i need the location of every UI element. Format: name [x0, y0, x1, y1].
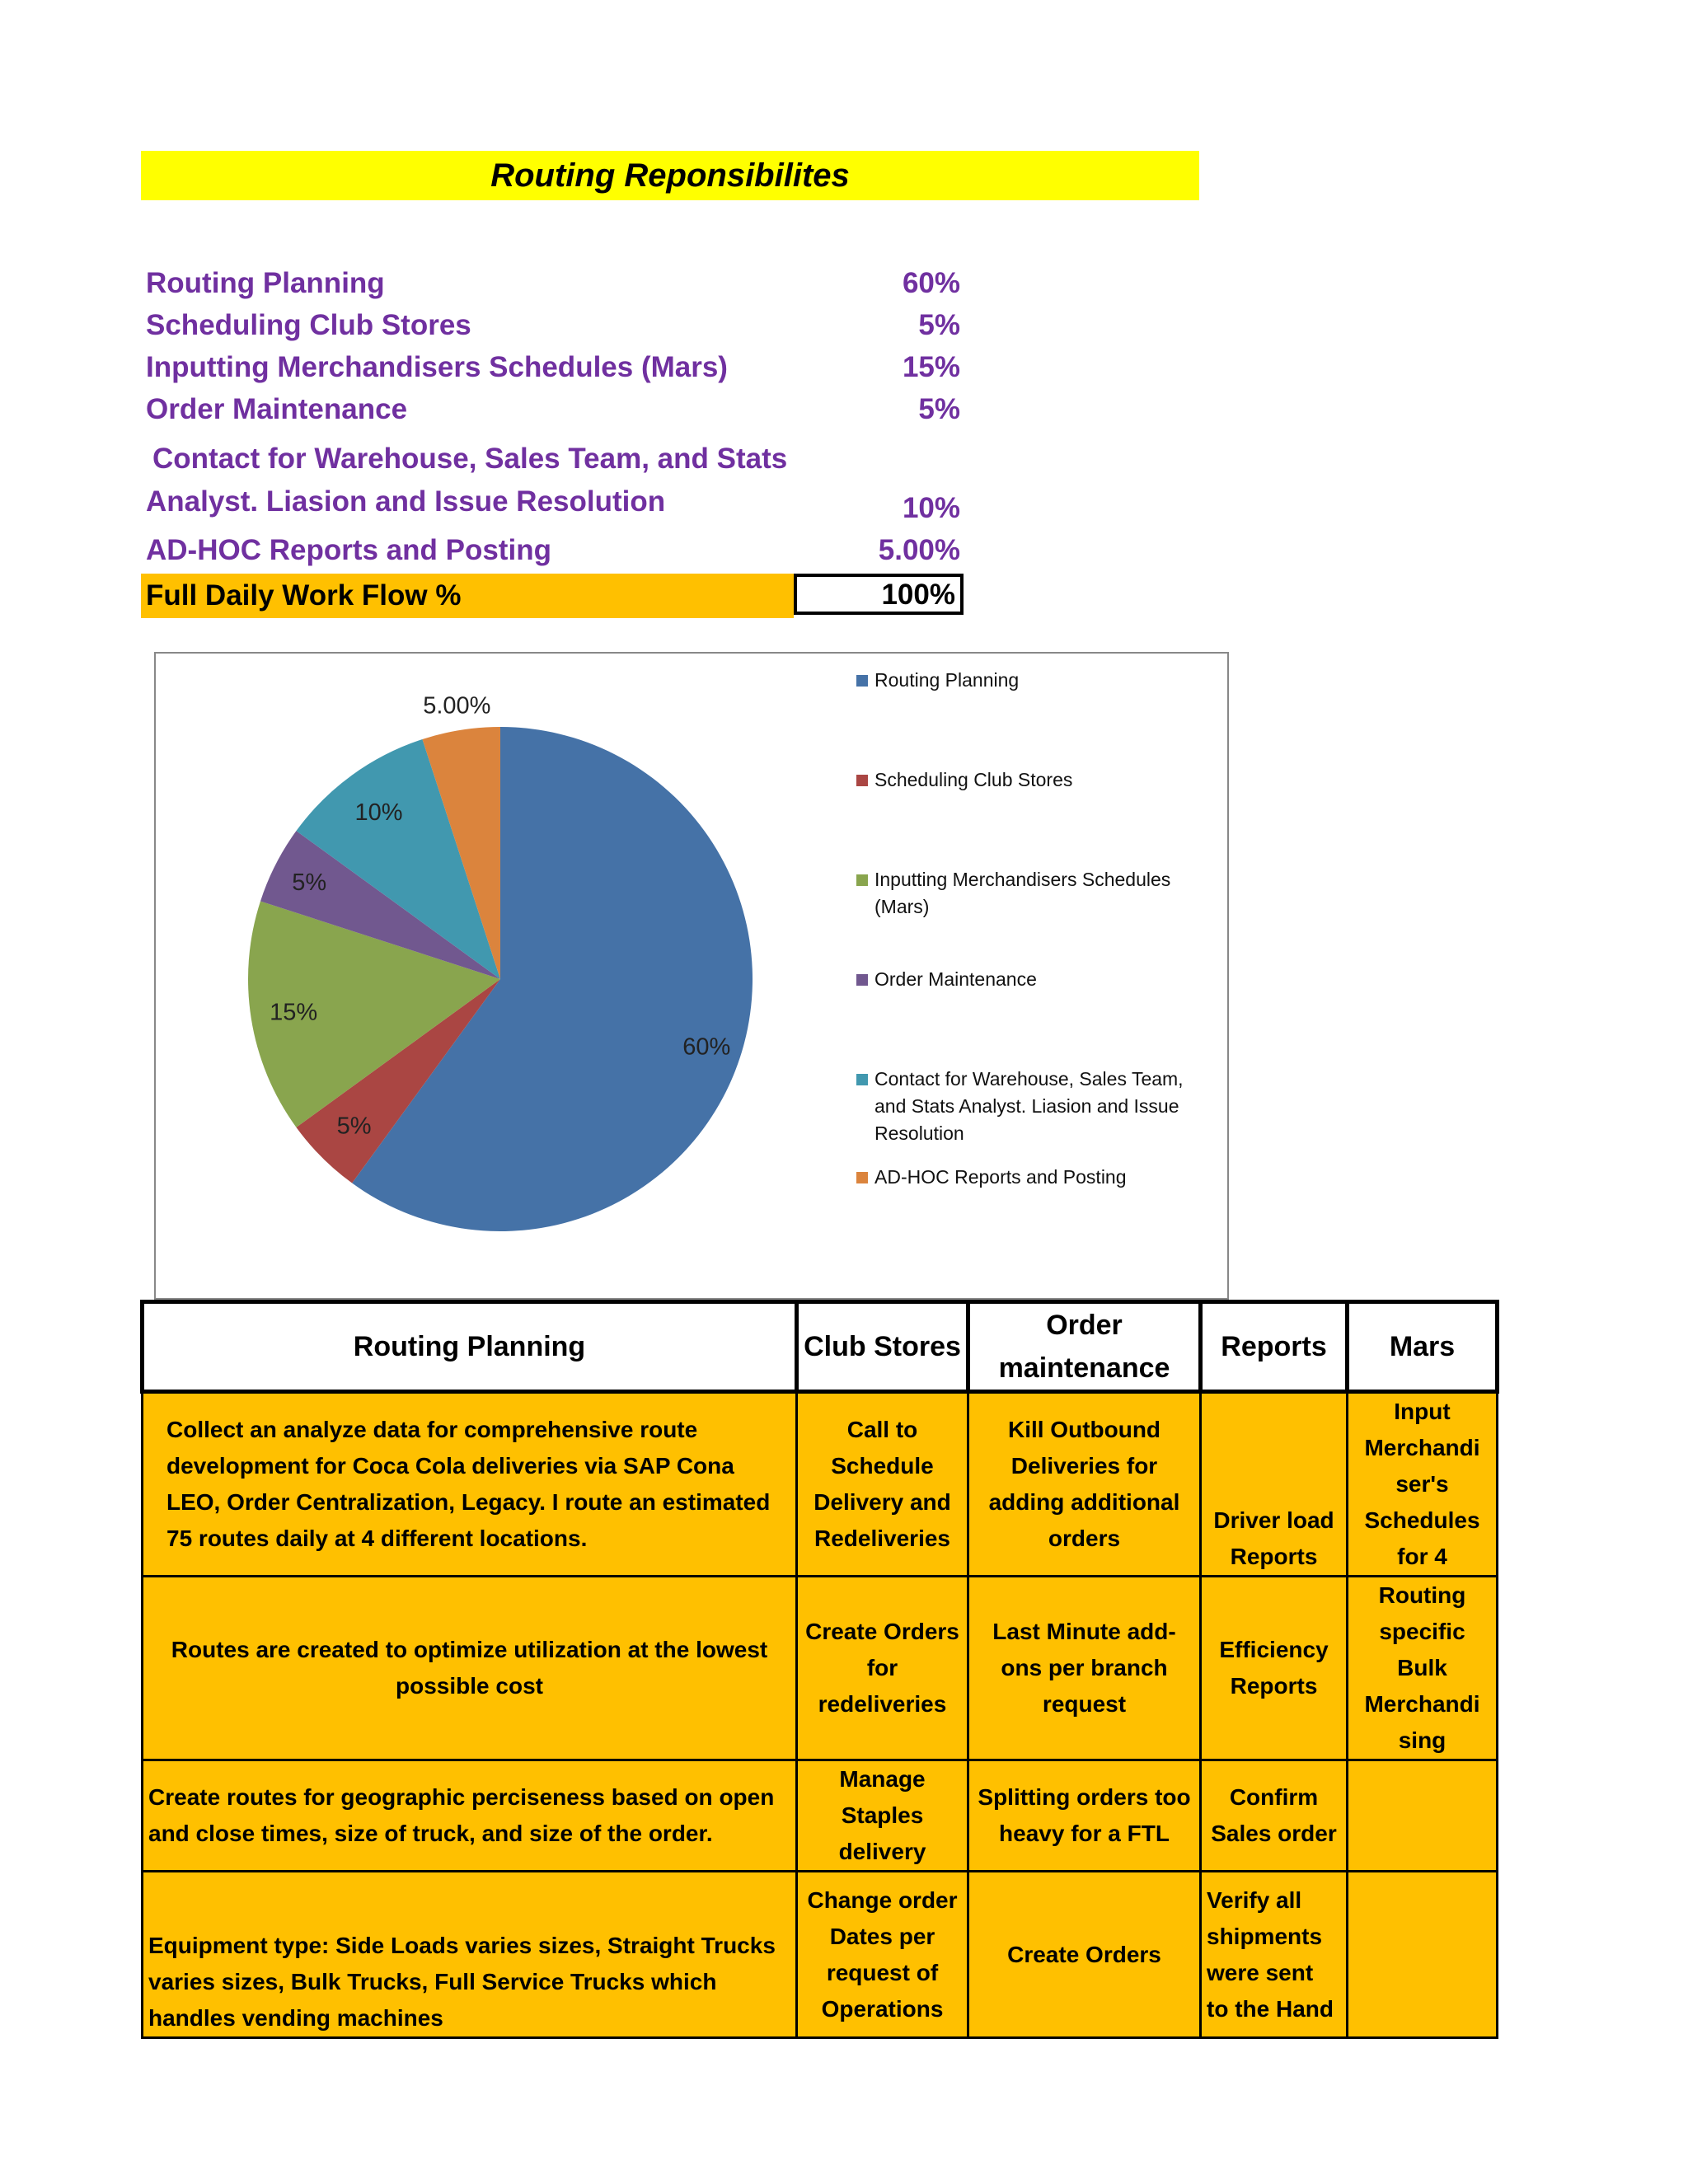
- legend-swatch: [856, 974, 868, 986]
- pie-data-label: 15%: [270, 999, 318, 1026]
- total-value: 100%: [794, 574, 964, 615]
- table-cell: Change order Dates per request of Operations: [797, 1872, 968, 2038]
- legend-label: AD-HOC Reports and Posting: [874, 1166, 1127, 1188]
- legend-label: and Stats Analyst. Liasion and Issue: [874, 1095, 1179, 1117]
- responsibility-label: Analyst. Liasion and Issue Resolution: [146, 485, 666, 518]
- table-cell: Create routes for geographic perciseness based on open and close times, size of truck, and size of the order.: [143, 1760, 797, 1872]
- pie-chart-svg: [156, 654, 1231, 1301]
- legend-swatch: [856, 1172, 868, 1183]
- responsibility-row: [146, 530, 970, 573]
- table-cell: Confirm Sales order: [1201, 1760, 1348, 1872]
- table-cell: Call to Schedule Delivery and Redeliveries: [797, 1392, 968, 1577]
- responsibility-value: 5%: [918, 309, 960, 341]
- table-cell: Equipment type: Side Loads varies sizes, Straight Trucks varies sizes, Bulk Trucks, Full Service Trucks which handles vending machines: [143, 1872, 797, 2038]
- responsibility-label: Contact for Warehouse, Sales Team, and Stats: [152, 443, 788, 475]
- table-cell: Kill Outbound Deliveries for adding additional orders: [968, 1392, 1201, 1577]
- table-cell: Routes are created to optimize utilization at the lowest possible cost: [143, 1577, 797, 1760]
- table-cell: [1348, 1872, 1498, 2038]
- pie-data-label: 5%: [336, 1113, 372, 1140]
- pie-data-label: 5%: [292, 869, 327, 896]
- table-row: [143, 1392, 1498, 1577]
- table-row: [143, 1872, 1498, 2038]
- responsibility-label: Routing Planning: [146, 267, 385, 299]
- legend-label: (Mars): [874, 896, 930, 917]
- column-header-club-stores: Club Stores: [797, 1302, 968, 1392]
- legend-swatch: [856, 1074, 868, 1085]
- responsibility-table: [140, 1300, 1499, 2039]
- table-cell: Splitting orders too heavy for a FTL: [968, 1760, 1201, 1872]
- table-cell: Input Merchandi ser's Schedules for 4: [1348, 1392, 1498, 1577]
- responsibility-value: 5.00%: [878, 534, 960, 566]
- responsibility-value: 5%: [918, 393, 960, 425]
- total-label: Full Daily Work Flow %: [146, 579, 462, 612]
- responsibility-row: [146, 305, 970, 348]
- responsibility-value: 60%: [902, 267, 960, 299]
- legend-swatch: [856, 874, 868, 886]
- responsibility-label: Scheduling Club Stores: [146, 309, 471, 341]
- column-header-reports: Reports: [1201, 1302, 1348, 1392]
- legend-label: Resolution: [874, 1122, 964, 1144]
- column-header-mars: Mars: [1348, 1302, 1498, 1392]
- table-row: [143, 1577, 1498, 1760]
- total-row: [141, 574, 965, 618]
- table-cell: Verify all shipments were sent to the Hand: [1201, 1872, 1348, 2038]
- table-cell: Collect an analyze data for comprehensive route development for Coca Cola deliveries via SAP Cona LEO, Order Centralization, Legacy. I route an estimated 75 routes daily at 4 different locations.: [143, 1392, 797, 1577]
- legend-swatch: [856, 675, 868, 687]
- pie-data-label: 10%: [354, 799, 403, 827]
- table-cell: Routing specific Bulk Merchandi sing: [1348, 1577, 1498, 1760]
- legend-label: Order Maintenance: [874, 968, 1037, 990]
- page-title: Routing Reponsibilites: [141, 151, 1199, 200]
- responsibility-row: [146, 347, 970, 390]
- legend-label: Contact for Warehouse, Sales Team,: [874, 1068, 1184, 1090]
- table-cell: Efficiency Reports: [1201, 1577, 1348, 1760]
- responsibility-label: Order Maintenance: [146, 393, 408, 425]
- pie-chart: [154, 652, 1229, 1300]
- legend-label: Inputting Merchandisers Schedules: [874, 869, 1171, 890]
- table-row: [143, 1760, 1498, 1872]
- table-cell: Manage Staples delivery: [797, 1760, 968, 1872]
- responsibility-row: [146, 438, 970, 529]
- pie-data-label: 5.00%: [423, 692, 491, 719]
- table-cell: Create Orders for redeliveries: [797, 1577, 968, 1760]
- table-cell: Driver load Reports: [1201, 1392, 1348, 1577]
- table-cell: Create Orders: [968, 1872, 1201, 2038]
- legend-label: Scheduling Club Stores: [874, 769, 1073, 790]
- responsibility-row: [146, 389, 970, 432]
- responsibility-label: Inputting Merchandisers Schedules (Mars): [146, 351, 728, 383]
- responsibility-value: 15%: [902, 351, 960, 383]
- legend-swatch: [856, 775, 868, 786]
- responsibility-row: [146, 263, 970, 306]
- column-header-order-maintenance: Order maintenance: [968, 1302, 1201, 1392]
- table-cell: [1348, 1760, 1498, 1872]
- pie-data-label: 60%: [682, 1033, 731, 1061]
- responsibility-value: 10%: [902, 492, 960, 524]
- column-header-routing-planning: Routing Planning: [143, 1302, 797, 1392]
- table-header-row: [143, 1302, 1498, 1392]
- responsibility-label: AD-HOC Reports and Posting: [146, 534, 551, 566]
- table-cell: Last Minute add-ons per branch request: [968, 1577, 1201, 1760]
- legend-label: Routing Planning: [874, 669, 1020, 691]
